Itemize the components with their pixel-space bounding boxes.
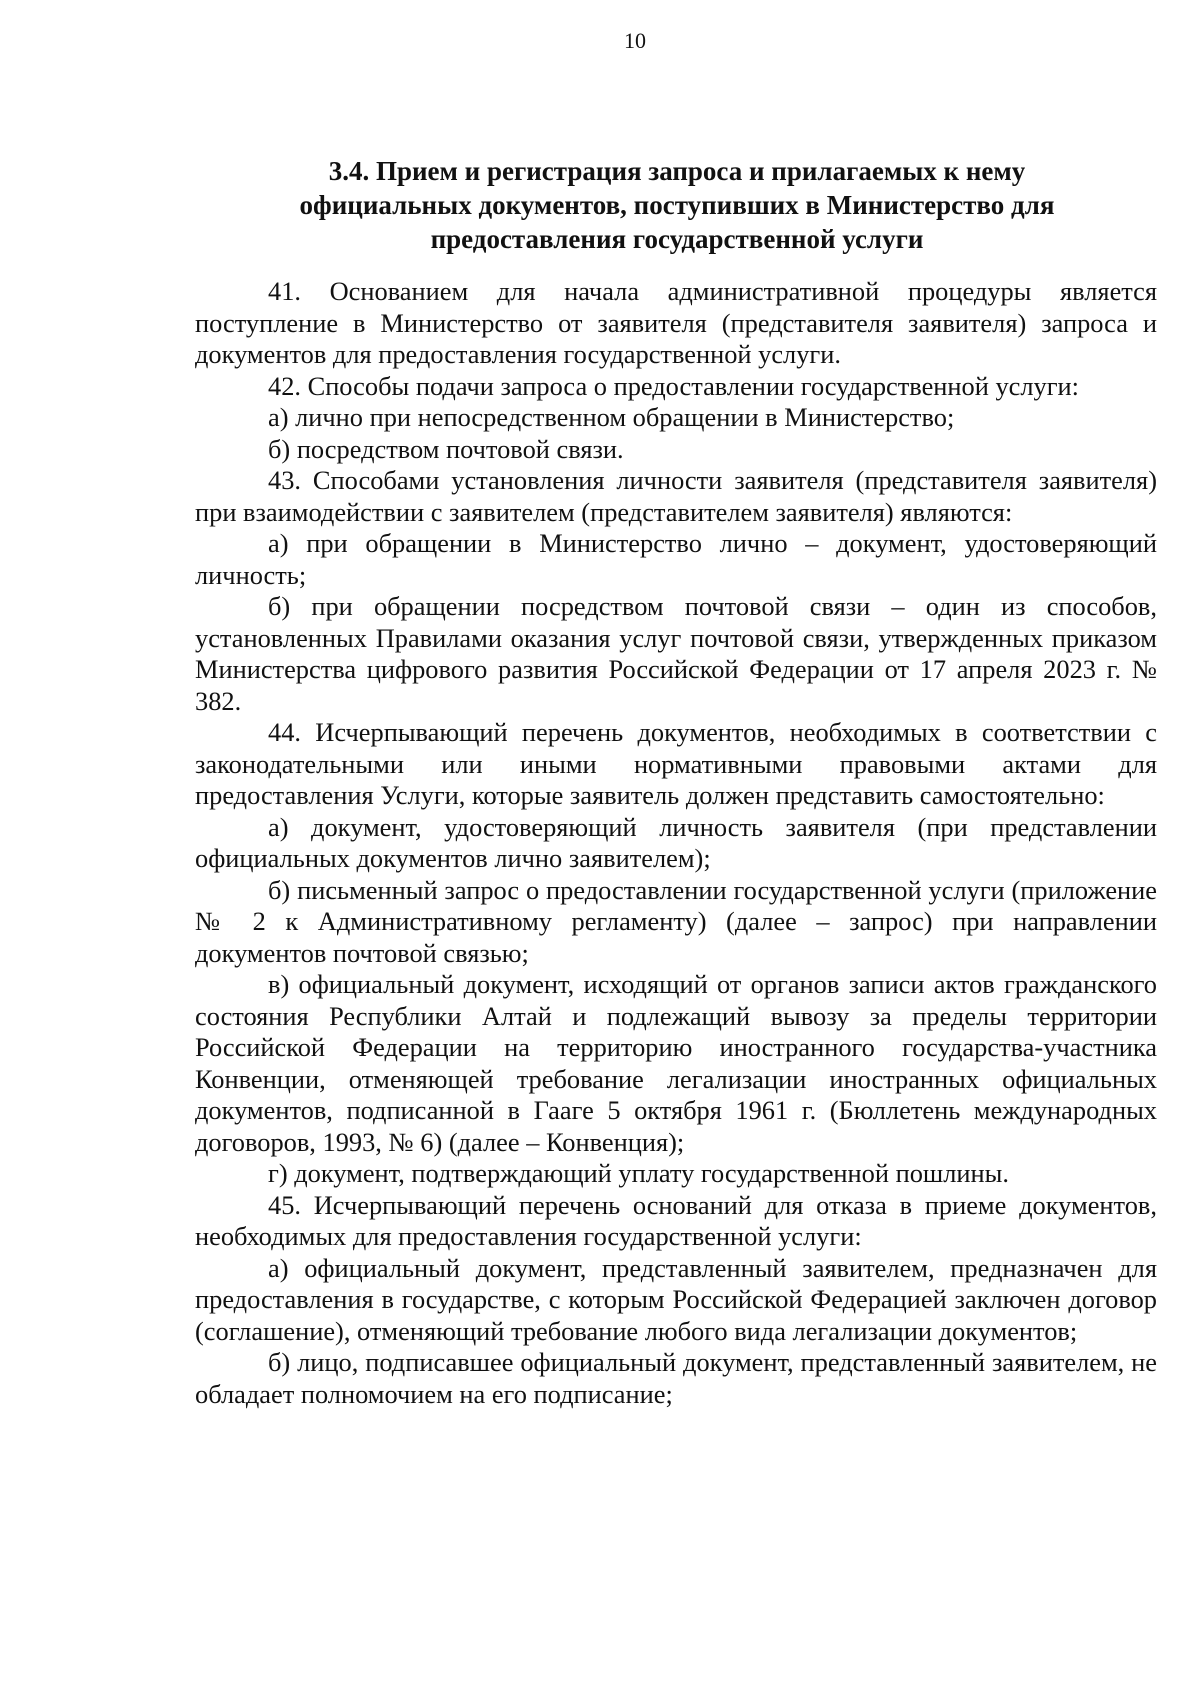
paragraph-45-a: а) официальный документ, представленный заявителем, предназначен для предоставления в государстве, с которым Российской Федерацией заключен договор (соглашение), отменяющий требование любого вида легализации документов; [195, 1252, 1157, 1346]
paragraph-44-b: б) письменный запрос о предоставлении государственной услуги (приложение № 2 к Административному регламенту) (далее – запрос) при направлении документов почтовой связью; [195, 874, 1157, 968]
paragraph-43-b: б) при обращении посредством почтовой связи – один из способов, установленных Правилами оказания услуг почтовой связи, утвержденных приказом Министерства цифрового развития Российской Федерации от 17 апреля 2023 г. № 382. [195, 591, 1157, 716]
paragraph-42-a: а) лично при непосредственном обращении в Министерство; [268, 402, 955, 432]
paragraph-43-a: а) при обращении в Министерство лично – документ, удостоверяющий личность; [195, 528, 1157, 590]
section-title-line: 3.4. Прием и регистрация запроса и прилагаемых к нему [328, 156, 1026, 186]
paragraph-45-b: б) лицо, подписавшее официальный документ, представленный заявителем, не обладает полномочием на его подписание; [195, 1347, 1157, 1409]
paragraph-44-a: а) документ, удостоверяющий личность заявителя (при представлении официальных документов лично заявителем); [195, 811, 1157, 873]
section-title-line: предоставления государственной услуги [430, 224, 924, 254]
page-number: 10 [624, 28, 646, 53]
paragraph-42: 42. Способы подачи запроса о предоставлении государственной услуги: [268, 370, 1080, 401]
paragraph-43: 43. Способами установления личности заявителя (представителя заявителя) при взаимодействии с заявителем (представителем заявителя) являются: [195, 465, 1157, 527]
section-title [262, 154, 1092, 256]
document-body [195, 276, 1157, 1410]
paragraph-42-b: б) посредством почтовой связи. [268, 433, 624, 464]
paragraph-41: 41. Основанием для начала административной процедуры является поступление в Министерство от заявителя (представителя заявителя) запроса и документов для предоставления государственной услуги. [195, 276, 1157, 369]
section-title-line: официальных документов, поступивших в Министерство для [299, 190, 1055, 220]
paragraph-45: 45. Исчерпывающий перечень оснований для отказа в приеме документов, необходимых для предоставления государственной услуги: [195, 1189, 1157, 1251]
paragraph-44-g: г) документ, подтверждающий уплату государственной пошлины. [268, 1158, 1009, 1188]
paragraph-44: 44. Исчерпывающий перечень документов, необходимых в соответствии с законодательными или иными нормативными правовыми актами для предоставления Услуги, которые заявитель должен представить самостоятельно: [195, 717, 1157, 810]
paragraph-44-v: в) официальный документ, исходящий от органов записи актов гражданского состояния Республики Алтай и подлежащий вывозу за пределы территории Российской Федерации на территорию иностранного государства-участника Конвенции, отменяющей требование легализации иностранных официальных документов, подписанной в Гааге 5 октября 1961 г. (Бюллетень международных договоров, 1993, № 6) (далее – Конвенция); [195, 969, 1157, 1157]
